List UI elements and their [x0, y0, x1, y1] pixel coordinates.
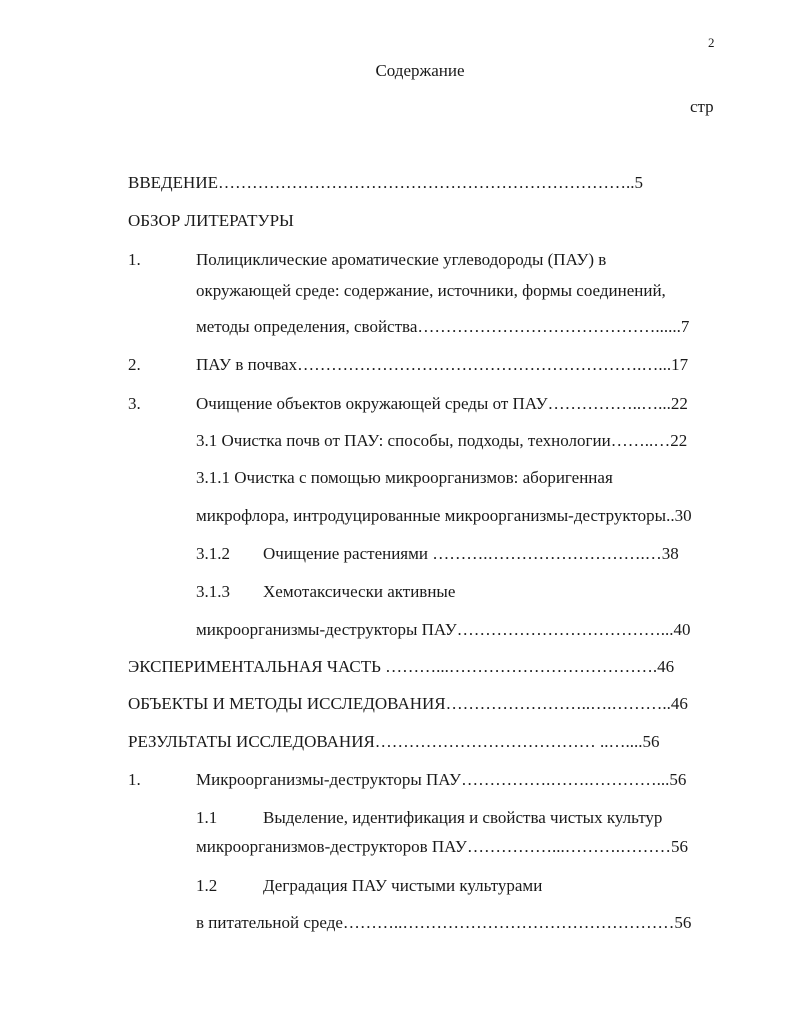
toc-entry-text: микроорганизмы-деструкторы ПАУ………………………………...40 [196, 620, 691, 639]
toc-entry-lit-review: ОБЗОР ЛИТЕРАТУРЫ [128, 211, 294, 230]
toc-entry-text: микроорганизмов-деструкторов ПАУ……………...……….………56 [196, 837, 688, 856]
page-number: 2 [708, 35, 715, 50]
toc-entry-text: Полициклические ароматические углеводороды (ПАУ) в [196, 250, 607, 269]
toc-entry-text: Микроорганизмы-деструкторы ПАУ…………….…….…………...56 [196, 770, 687, 789]
toc-entry-number: 1.2 [196, 876, 218, 895]
toc-entry-text: Деградация ПАУ чистыми культурами [263, 876, 543, 895]
toc-entry-methods: ОБЪЕКТЫ И МЕТОДЫ ИССЛЕДОВАНИЯ……………………..….………..46 [128, 694, 688, 713]
toc-entry-number: 2. [128, 355, 141, 374]
toc-entry-number: 3.1.3 [196, 582, 230, 601]
toc-entry-intro: ВВЕДЕНИЕ………………………………………………………………..5 [128, 173, 643, 192]
toc-entry-experimental: ЭКСПЕРИМЕНТАЛЬНАЯ ЧАСТЬ ………...……………………………….46 [128, 657, 675, 676]
toc-entry-text: методы определения, свойства……………………………………......7 [196, 317, 690, 336]
toc-entry-text: Очищение объектов окружающей среды от ПАУ……………..…...22 [196, 394, 688, 413]
toc-entry-text: Хемотаксически активные [263, 582, 456, 601]
toc-entry-text: Очищение растениями ……….……………………….…38 [263, 544, 679, 563]
toc-entry-number: 3.1.2 [196, 544, 230, 563]
toc-entry-results: РЕЗУЛЬТАТЫ ИССЛЕДОВАНИЯ………………………………… ..…....56 [128, 732, 660, 751]
toc-entry-text: окружающей среде: содержание, источники, формы соединений, [196, 281, 666, 300]
toc-entry-number: 3. [128, 394, 141, 413]
toc-entry-number: 1. [128, 770, 141, 789]
page-column-label: стр [690, 97, 714, 116]
toc-entry-text: в питательной среде………..…………………………………………56 [196, 913, 692, 932]
toc-entry-text: ПАУ в почвах…………………………………………………….…...17 [196, 355, 689, 374]
toc-entry-text: 3.1.1 Очистка с помощью микроорганизмов: аборигенная [196, 468, 613, 487]
toc-entry-text: 3.1 Очистка почв от ПАУ: способы, подходы, технологии……..…22 [196, 431, 688, 450]
page-title: Содержание [375, 61, 465, 80]
toc-entry-text: микрофлора, интродуцированные микроорганизмы-деструкторы..30 [196, 506, 692, 525]
toc-entry-number: 1. [128, 250, 141, 269]
toc-entry-number: 1.1 [196, 808, 218, 827]
toc-entry-text: Выделение, идентификация и свойства чистых культур [263, 808, 663, 827]
